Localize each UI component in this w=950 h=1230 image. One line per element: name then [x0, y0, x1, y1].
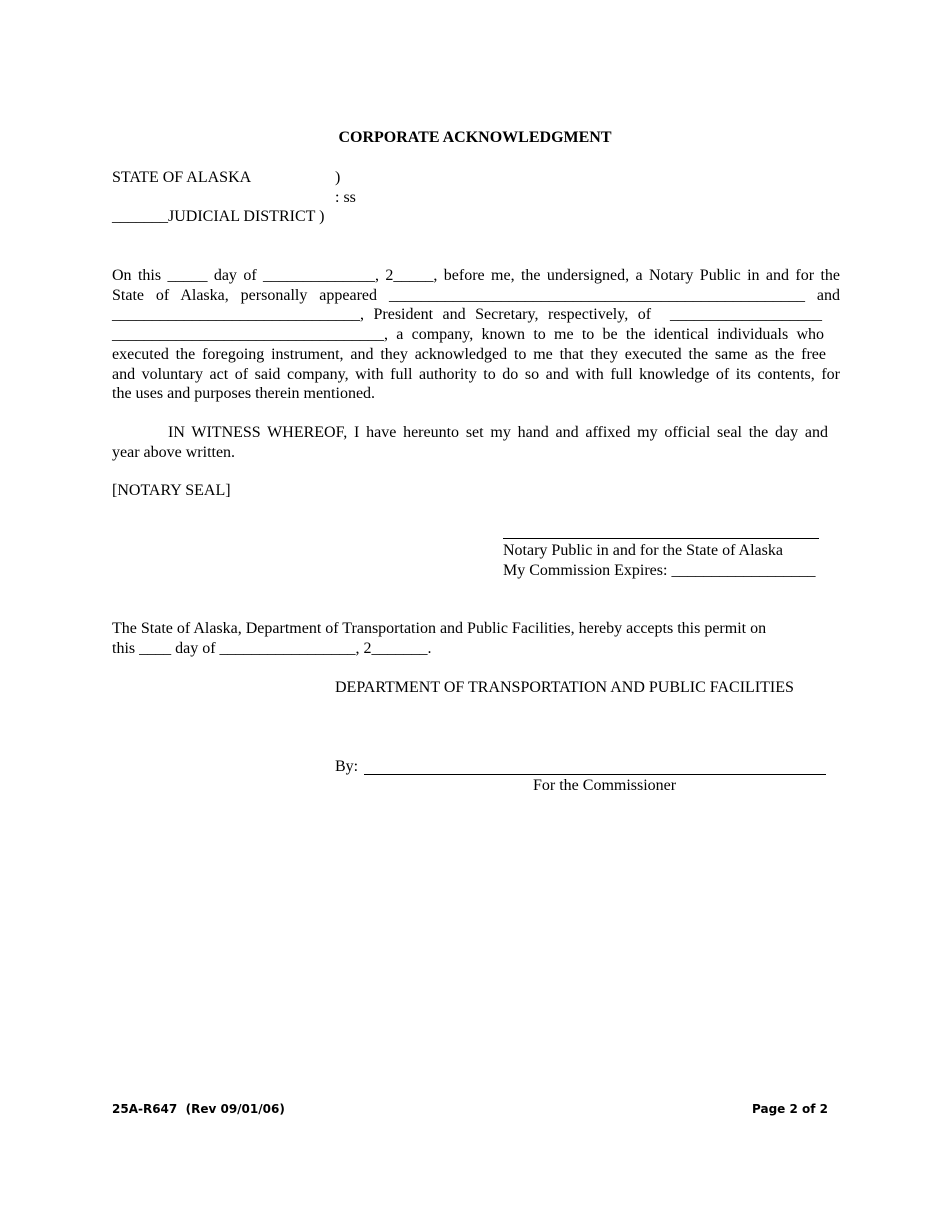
- acknowledgment-line: On this _____ day of ______________, 2_____, before me, the undersigned, a Notary Public in and for the: [112, 267, 840, 284]
- notary-caption: Notary Public in and for the State of Alaska: [503, 542, 783, 559]
- document-title: CORPORATE ACKNOWLEDGMENT: [338, 129, 612, 146]
- acknowledgment-line: executed the foregoing instrument, and they acknowledged to me that they executed the same as the free: [112, 345, 826, 363]
- acceptance-line: The State of Alaska, Department of Transportation and Public Facilities, hereby accepts this permit on: [112, 620, 767, 637]
- witness-line: year above written.: [112, 443, 236, 461]
- venue-paren: ): [335, 169, 341, 186]
- by-label: By:: [335, 758, 359, 775]
- acknowledgment-line: and voluntary act of said company, with full authority to do so and with full knowledge of its contents, for: [112, 365, 840, 383]
- acknowledgment-line: __________________________________, a company, known to me to be the identical individuals who: [112, 326, 824, 344]
- acceptance-line: this ____ day of _________________, 2_______.: [112, 639, 432, 657]
- judicial-district-label: _______JUDICIAL DISTRICT ): [112, 208, 325, 225]
- form-number: 25A-R647 (Rev 09/01/06): [112, 1102, 285, 1116]
- commissioner-caption: For the Commissioner: [533, 777, 677, 794]
- state-label: STATE OF ALASKA: [112, 169, 252, 186]
- commissioner-signature-line: [364, 774, 826, 775]
- department-name: DEPARTMENT OF TRANSPORTATION AND PUBLIC FACILITIES: [335, 679, 794, 696]
- venue-ss: : ss: [335, 189, 356, 206]
- acceptance-paragraph: [112, 619, 840, 658]
- acknowledgment-line: State of Alaska, personally appeared ____________________________________________________ and: [112, 286, 840, 304]
- acknowledgment-line: the uses and purposes therein mentioned.: [112, 385, 376, 403]
- notary-seal-label: [NOTARY SEAL]: [112, 482, 231, 499]
- acknowledgment-paragraph: [112, 266, 840, 404]
- page-number: Page 2 of 2: [752, 1102, 828, 1116]
- notary-signature-line: [503, 538, 819, 539]
- commission-expires: My Commission Expires: __________________: [503, 562, 816, 579]
- acknowledgment-line: _______________________________, President and Secretary, respectively, of ___________________: [112, 306, 822, 324]
- witness-line: IN WITNESS WHEREOF, I have hereunto set my hand and affixed my official seal the day and: [168, 424, 828, 441]
- witness-paragraph: [112, 423, 840, 462]
